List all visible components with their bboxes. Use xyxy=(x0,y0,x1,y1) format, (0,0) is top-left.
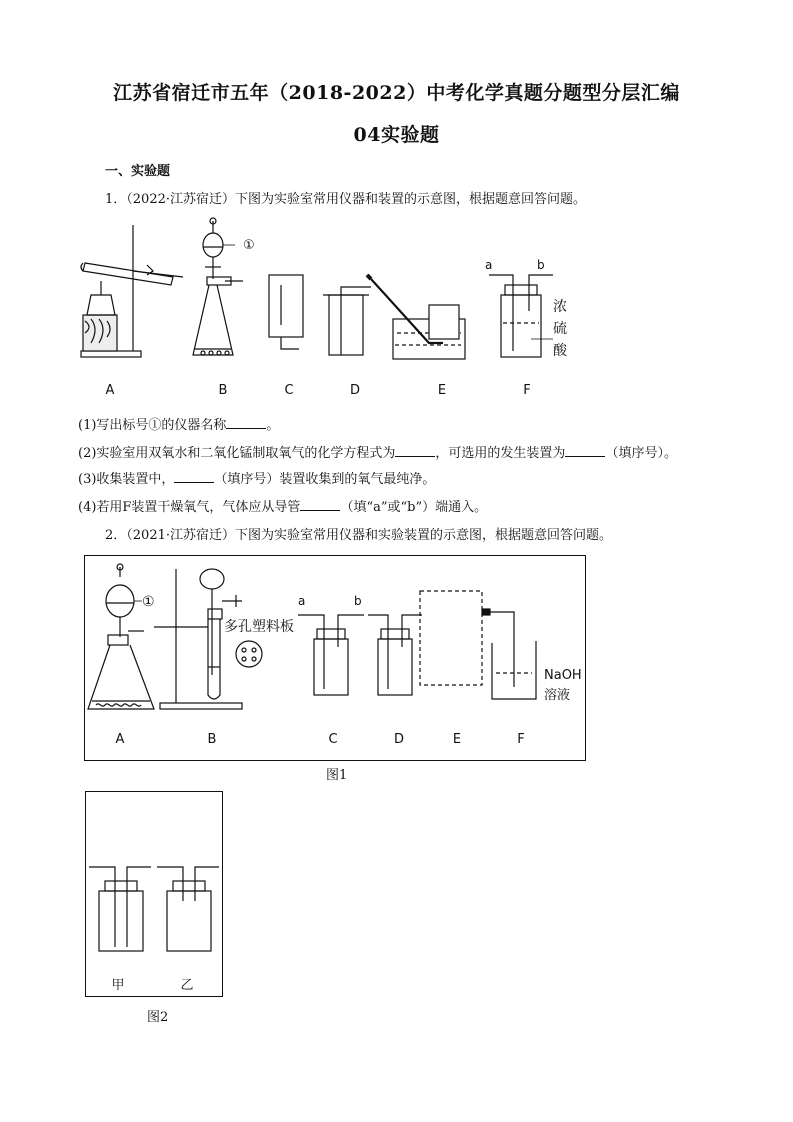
q2-apparatus-c xyxy=(298,594,364,695)
q1-sub3-end: （填序号）装置收集到的氧气最纯净。 xyxy=(214,472,436,487)
q2-label-e: E xyxy=(452,732,462,747)
q2-apparatus-d xyxy=(368,615,422,695)
q2-apparatus-a xyxy=(88,564,155,709)
q2-apparatus-figure xyxy=(84,555,584,730)
q2-apparatus-f xyxy=(482,609,582,703)
q2-label-c: C xyxy=(328,732,338,747)
apparatus-f xyxy=(485,258,568,359)
q1-sub2-end: （填序号）。 xyxy=(605,446,677,461)
fig2-label-jia: 甲 xyxy=(111,978,125,993)
q1-sub4-end: （填“a”或“b”）端通入。 xyxy=(340,500,488,515)
porous-plate-label: 多孔塑料板 xyxy=(224,619,294,635)
q2-marker-1: ① xyxy=(142,594,155,610)
acid-label-3: 酸 xyxy=(553,343,567,359)
q2-label-f: F xyxy=(517,732,525,747)
q1-sub2-text: (2)实验室用双氧水和二氧化锰制取氧气的化学方程式为 xyxy=(78,446,396,461)
answer-blank[interactable] xyxy=(395,444,435,457)
figure-2-apparatus xyxy=(85,791,221,995)
q2-apparatus-b xyxy=(154,569,294,709)
section-heading: 一、实验题 xyxy=(105,164,171,179)
naoh-label: NaOH xyxy=(544,668,582,683)
acid-label-2: 硫 xyxy=(553,321,567,337)
apparatus-b xyxy=(193,218,255,355)
q1-sub3 xyxy=(78,468,435,487)
bottle-jia xyxy=(89,867,151,951)
q1-label-e: E xyxy=(437,383,447,398)
apparatus-c xyxy=(269,275,303,349)
q2-tube-b-label: b xyxy=(354,594,362,608)
q2-tube-a-label: a xyxy=(298,594,306,608)
figure-1-caption: 图1 xyxy=(326,768,348,783)
q1-sub2-mid: ，可选用的发生装置为 xyxy=(435,446,566,461)
q1-apparatus-figure xyxy=(75,215,595,365)
q1-label-c: C xyxy=(284,383,294,398)
bottle-yi xyxy=(157,867,219,951)
fig2-label-yi: 乙 xyxy=(180,978,194,993)
question-1-intro: 1．（2022·江苏宿迁）下图为实验室常用仪器和装置的示意图，根据题意回答问题。 xyxy=(105,192,586,207)
q1-label-b: B xyxy=(218,383,228,398)
acid-label-1: 浓 xyxy=(553,299,567,315)
tube-a-label: a xyxy=(485,258,493,272)
q1-label-a: A xyxy=(105,383,115,398)
question-2-intro: 2．（2021·江苏宿迁）下图为实验室常用仪器和实验装置的示意图，根据题意回答问题。 xyxy=(105,528,612,543)
q2-apparatus-e xyxy=(420,591,482,685)
apparatus-d xyxy=(323,287,371,355)
answer-blank[interactable] xyxy=(174,470,214,483)
q1-sub4 xyxy=(78,496,487,515)
tube-b-label: b xyxy=(537,258,545,272)
figure-2-caption: 图2 xyxy=(147,1010,169,1025)
q1-sub2 xyxy=(78,442,677,461)
marker-1: ① xyxy=(243,238,255,253)
q1-sub1-end: 。 xyxy=(266,418,280,433)
q1-label-d: D xyxy=(349,383,360,398)
answer-blank[interactable] xyxy=(565,444,605,457)
answer-blank[interactable] xyxy=(300,498,340,511)
q1-sub3-text: (3)收集装置中， xyxy=(78,472,175,487)
apparatus-e xyxy=(367,275,465,359)
q2-label-d: D xyxy=(393,732,404,747)
answer-blank[interactable] xyxy=(226,416,266,429)
q2-label-a: A xyxy=(115,732,125,747)
q1-sub1-text: (1)写出标号①的仪器名称 xyxy=(78,418,227,433)
document-subtitle: 04实验题 xyxy=(353,124,440,146)
solution-label: 溶液 xyxy=(544,688,571,703)
document-title: 江苏省宿迁市五年（2018-2022）中考化学真题分题型分层汇编 xyxy=(113,82,680,104)
q2-label-b: B xyxy=(207,732,217,747)
q1-sub4-text: (4)若用F装置干燥氧气，气体应从导管 xyxy=(78,500,301,515)
apparatus-a xyxy=(81,225,183,357)
q1-sub1 xyxy=(78,414,279,433)
q1-label-f: F xyxy=(523,383,531,398)
